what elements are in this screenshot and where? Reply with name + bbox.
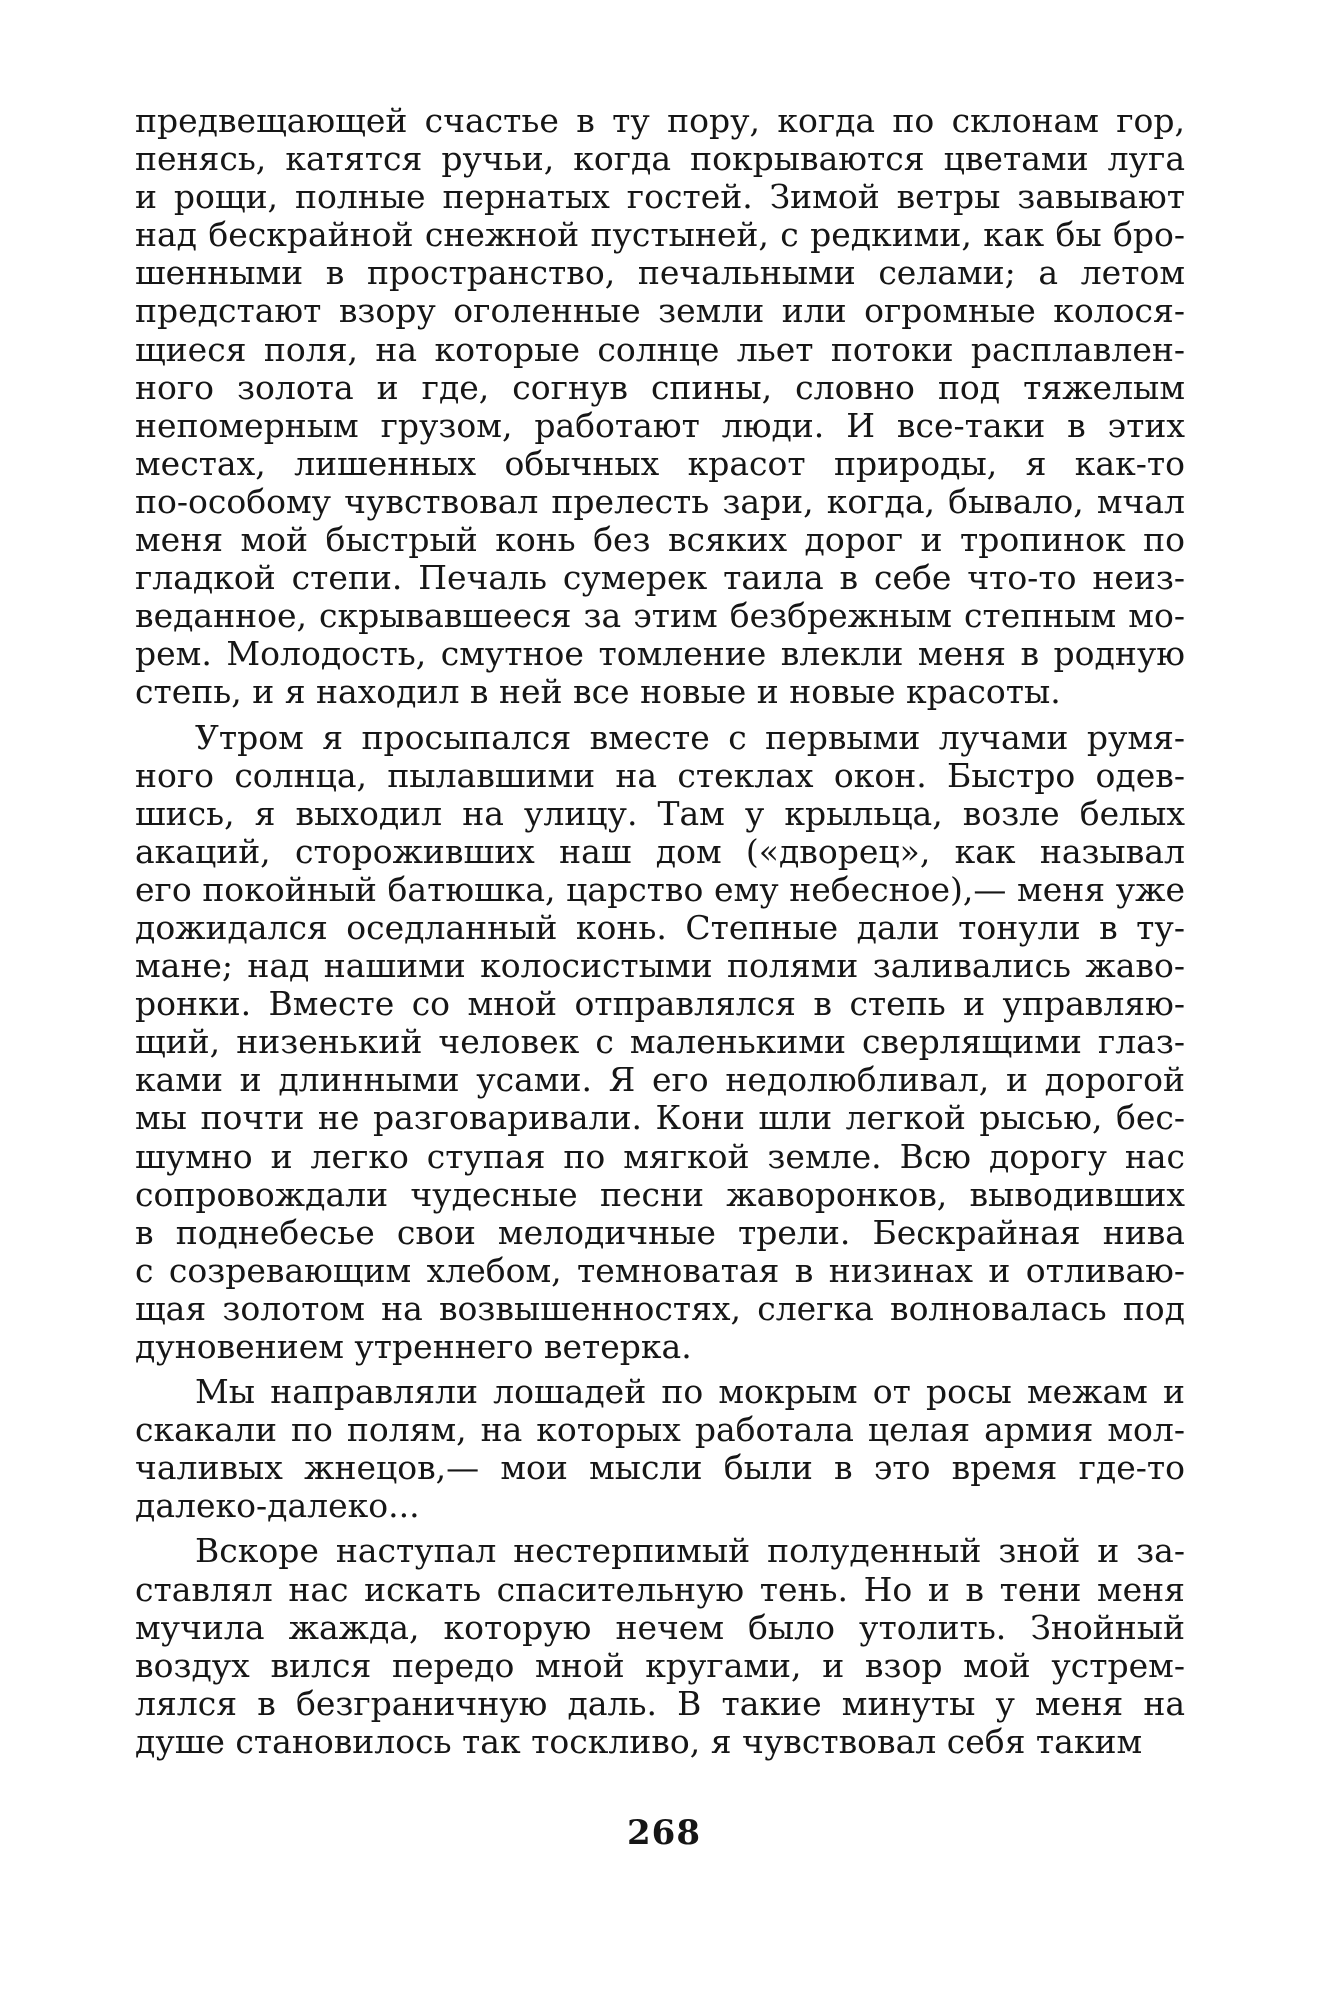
text-line: степь, и я находил в ней все новые и новые красоты. xyxy=(135,672,1061,712)
text-line: над бескрайной снежной пустыней, с редкими, как бы бро- xyxy=(135,215,1185,255)
text-line: ного золота и где, согнув спины, словно под тяжелым xyxy=(135,367,1185,407)
paragraph xyxy=(135,1373,1185,1525)
text-line: мы почти не разговаривали. Кони шли легкой рысью, бес- xyxy=(135,1098,1185,1138)
text-line: шенными в пространство, печальными селами; а летом xyxy=(135,253,1185,293)
text-line: непомерным грузом, работают люди. И все-таки в этих xyxy=(135,405,1185,445)
text-line: щая золотом на возвышенностях, слегка волновалась под xyxy=(135,1288,1185,1328)
text-line: воздух вился передо мной кругами, и взор мой устрем- xyxy=(135,1645,1185,1685)
text-line: далеко-далеко... xyxy=(135,1486,420,1526)
paragraph xyxy=(135,102,1185,712)
text-line: предстают взору оголенные земли или огромные колося- xyxy=(135,291,1185,331)
text-line: меня мой быстрый конь без всяких дорог и тропинок по xyxy=(135,520,1185,560)
paragraph xyxy=(135,719,1185,1367)
text-line: веданное, скрывавшееся за этим безбрежным степным мо- xyxy=(135,596,1185,636)
text-line: пенясь, катятся ручьи, когда покрываются цветами луга xyxy=(135,139,1185,179)
text-line: щий, низенький человек с маленькими сверлящими глаз- xyxy=(135,1022,1185,1062)
text-line: щиеся поля, на которые солнце льет потоки расплавлен- xyxy=(135,329,1185,369)
text-line: мучила жажда, которую нечем было утолить. Знойный xyxy=(135,1607,1185,1647)
text-line: ного солнца, пылавшими на стеклах окон. Быстро одев- xyxy=(135,755,1185,795)
text-line: чаливых жнецов,— мои мысли были в это время где-то xyxy=(135,1448,1185,1488)
text-line: Утром я просыпался вместе с первыми лучами румя- xyxy=(195,717,1185,757)
text-line: гладкой степи. Печаль сумерек таила в себе что-то неиз- xyxy=(135,558,1185,598)
text-line: мане; над нашими колосистыми полями заливались жаво- xyxy=(135,946,1185,986)
text-line: по-особому чувствовал прелесть зари, когда, бывало, мчал xyxy=(135,481,1185,521)
text-line: его покойный батюшка, царство ему небесное),— меня уже xyxy=(135,869,1185,909)
paragraph xyxy=(135,1532,1185,1761)
text-line: ставлял нас искать спасительную тень. Но и в тени меня xyxy=(135,1569,1185,1609)
text-line: шись, я выходил на улицу. Там у крыльца, возле белых xyxy=(135,793,1185,833)
text-line: душе становилось так тоскливо, я чувствовал себя таким xyxy=(135,1721,1143,1761)
text-line: лялся в безграничную даль. В такие минуты у меня на xyxy=(135,1683,1185,1723)
text-line: рем. Молодость, смутное томление влекли меня в родную xyxy=(135,634,1185,674)
text-line: предвещающей счастье в ту пору, когда по склонам гор, xyxy=(135,101,1185,140)
text-line: акаций, сторoживших наш дом («дворец», как называл xyxy=(135,831,1185,871)
text-line: ронки. Вместе со мной отправлялся в степь и управляю- xyxy=(135,984,1185,1024)
text-line: Мы направляли лошадей по мокрым от росы межам и xyxy=(195,1372,1185,1412)
text-line: с созревающим хлебом, темноватая в низинах и отливаю- xyxy=(135,1250,1185,1290)
text-line: местах, лишенных обычных красот природы, я как-то xyxy=(135,443,1185,483)
text-line: дуновением утреннего ветерка. xyxy=(135,1327,692,1366)
text-line: дожидался оседланный конь. Степные дали тонули в ту- xyxy=(135,907,1185,947)
text-line: шумно и легко ступая по мягкой земле. Всю дорогу нас xyxy=(135,1136,1185,1176)
page-number: 268 xyxy=(627,1813,701,1853)
text-line: скакали по полям, на которых работала целая армия мол- xyxy=(135,1410,1185,1450)
text-line: ками и длинными усами. Я его недолюбливал, и дорогой xyxy=(135,1060,1185,1100)
body-text xyxy=(135,102,1185,1761)
text-line: и рощи, полные пернатых гостей. Зимой ветры завывают xyxy=(135,177,1185,217)
text-line: в поднебесье свои мелодичные трели. Бескрайная нива xyxy=(135,1212,1185,1252)
text-line: Вскоре наступал нестерпимый полуденный зной и за- xyxy=(195,1531,1185,1571)
text-line: сопровождали чудесные песни жаворонков, выводивших xyxy=(135,1174,1185,1214)
